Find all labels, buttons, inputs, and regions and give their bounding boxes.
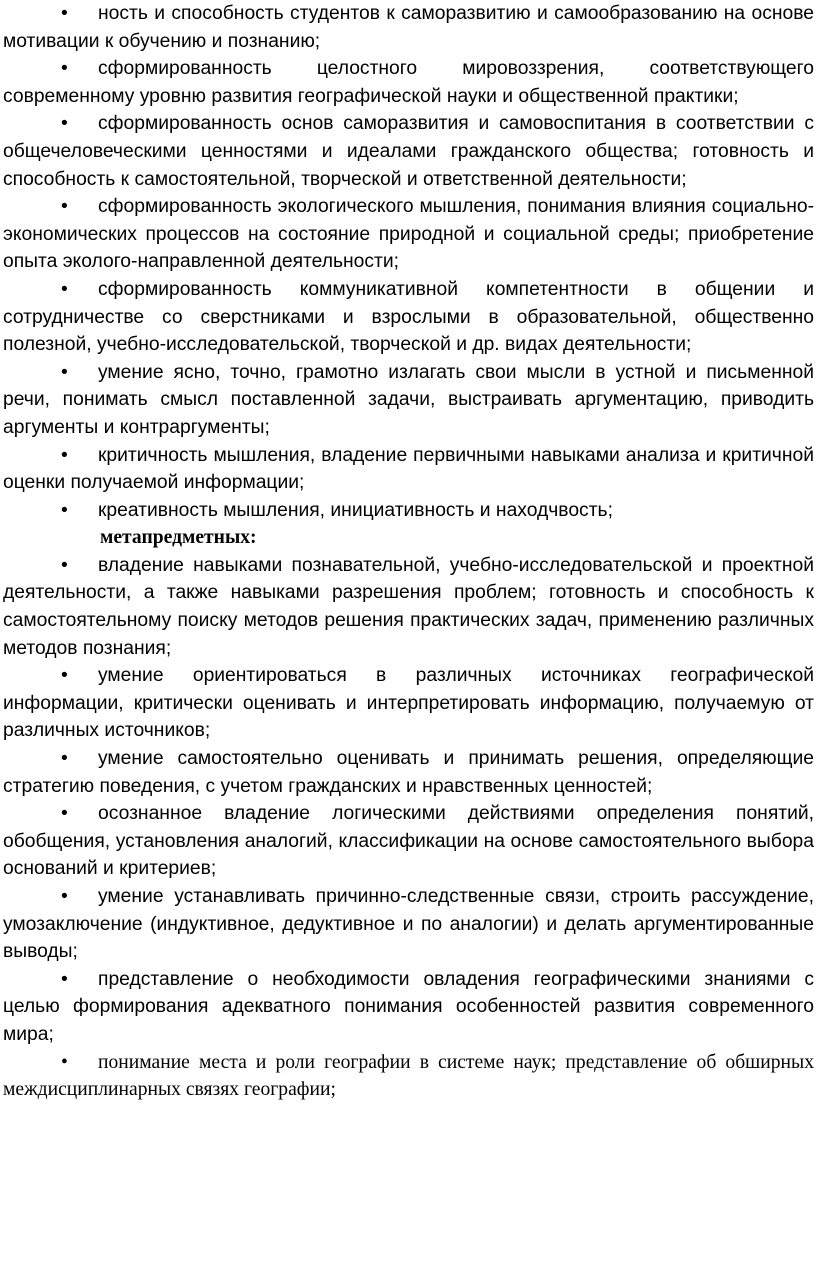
list-item-text: представление о необходимости овладения географическими знаниями с целью формирования адекватного понимания особенностей развития современного мира; <box>3 968 814 1045</box>
list-item <box>3 110 814 193</box>
bullet-icon: • <box>61 278 68 300</box>
list-item <box>3 745 814 800</box>
bullet-icon: • <box>61 886 68 907</box>
list-item <box>3 55 814 110</box>
list-item-text: ность и способность студентов к саморазвитию и самообразованию на основе мотивации к обучению и познанию; <box>3 3 814 52</box>
bullet-icon: • <box>61 968 68 990</box>
list-item-text: креативность мышления, инициативность и находчвость; <box>98 499 613 521</box>
list-item-text: умение ориентироваться в различных источниках географической информации, критически оценивать и интерпретировать информацию, получаемую от различных источников; <box>3 665 814 742</box>
section-subheading: метапредметных: <box>100 527 257 549</box>
list-item-text: сформированность экологического мышления, понимания влияния социально-экономических процессов на состояние природной и социальной среды; приобретение опыта эколого-направленной деятельности; <box>3 196 814 273</box>
bullet-icon: • <box>61 554 68 576</box>
bullet-icon: • <box>61 58 68 80</box>
list-item <box>3 662 814 745</box>
list-item-text: владение навыками познавательной, учебно-исследовательской и проектной деятельности, а также навыками разрешения проблем; готовность и способность к самостоятельному поиску методов решения практических задач, применению различных методов познания; <box>3 554 814 659</box>
list-item-text: понимание места и роли географии в системе наук; представление об обширных междисциплинарных связях географии; <box>3 1051 814 1101</box>
bullet-icon: • <box>61 444 68 466</box>
bullet-icon: • <box>61 113 68 135</box>
list-item <box>3 0 814 55</box>
list-item-text: сформированность основ саморазвития и самовоспитания в соответствии с общечеловеческими ценностями и идеалами гражданского общества; готовность и способность к самостоятельной, творческой и ответственной деятельности; <box>3 113 814 190</box>
document-page <box>3 0 814 1104</box>
bullet-icon: • <box>61 196 68 218</box>
list-item <box>3 276 814 359</box>
list-item <box>3 883 814 966</box>
list-item <box>3 193 814 276</box>
list-item-text: сформированность коммуникативной компетентности в общении и сотрудничестве со сверстниками и взрослыми в образовательной, общественно полезной, учебно-исследовательской, творческой и др. видах деятельности; <box>3 278 814 356</box>
list-item <box>3 966 814 1049</box>
list-item-text: умение ясно, точно, грамотно излагать свои мысли в устной и письменной речи, понимать смысл поставленной задачи, выстраивать аргументацию, приводить аргументы и контраргументы; <box>3 361 814 438</box>
list-item <box>3 442 814 497</box>
bullet-icon: • <box>61 665 68 687</box>
list-item-text: осознанное владение логическими действиями определения понятий, обобщения, установления аналогий, классификации на основе самостоятельного выбора оснований и критериев; <box>3 803 814 880</box>
list-item-text: критичность мышления, владение первичными навыками анализа и критичной оценки получаемой информации; <box>3 444 814 494</box>
bullet-icon: • <box>61 499 68 521</box>
list-item <box>3 1049 814 1104</box>
bullet-icon: • <box>61 803 68 825</box>
bullet-icon: • <box>61 361 68 383</box>
list-item-text: сформированность целостного мировоззрения, соответствующего современному уровню развития географической науки и общественной практики; <box>3 58 814 107</box>
bullet-icon: • <box>61 3 68 24</box>
bullet-icon: • <box>61 1051 68 1073</box>
bullet-icon: • <box>61 748 68 770</box>
list-item <box>3 497 814 525</box>
list-item <box>3 800 814 883</box>
list-item <box>3 552 814 662</box>
list-item-text: умение самостоятельно оценивать и принимать решения, определяющие стратегию поведения, с учетом гражданских и нравственных ценностей; <box>3 748 814 797</box>
list-item-text: умение устанавливать причинно-следственные связи, строить рассуждение, умозаключение (индуктивное, дедуктивное и по аналогии) и делать аргументированные выводы; <box>3 886 814 963</box>
list-item <box>3 359 814 442</box>
